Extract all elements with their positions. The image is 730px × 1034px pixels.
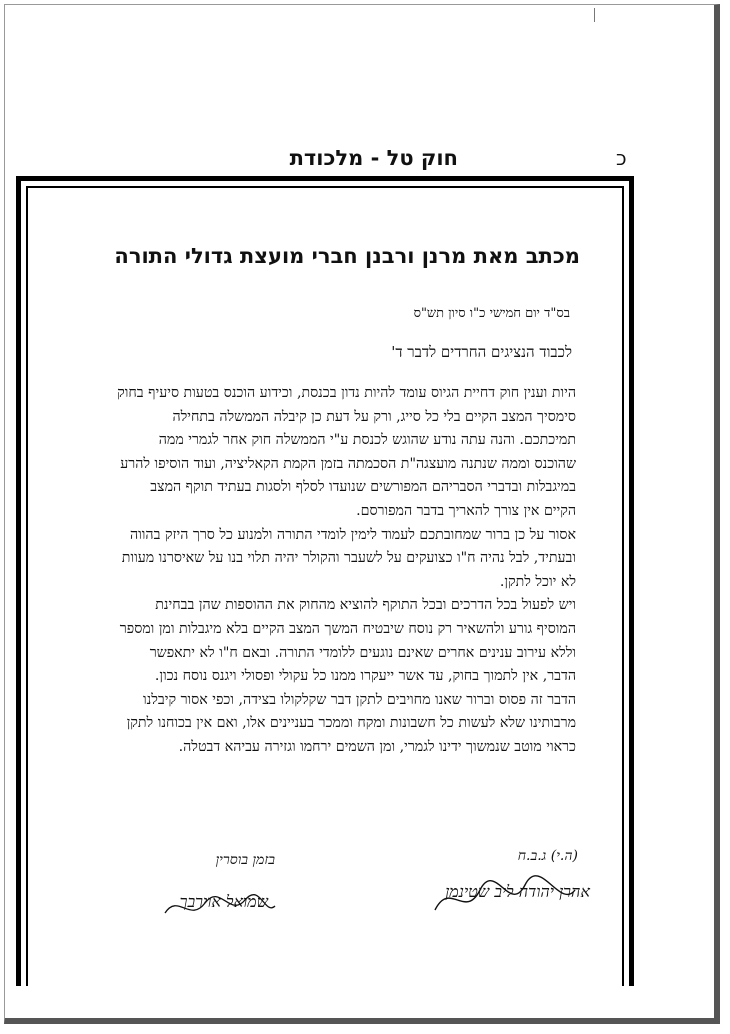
letter-body: [116, 382, 576, 760]
letter-paragraph: היות וענין חוק דחיית הגיוס עומד להיות נדון בכנסת, וכידוע הוכנס בטעות סיעיף בחוק סימסיך המצב הקיים בלי כל סייג, ורק על דעת כן קיבלה הממשלה בתחילה תמיכתכם. והנה עתה נודע שהוגש לכנסת ע"י הממשלה חוק אחר לגמרי ממה שהוכנס וממה שנתנה מועצגה"ת הסכמתה בזמן הקמת הקאליציה, ועוד הוסיפו להרע במיגבלות ובדברי הסבריהם המפורשים שנועדו לסלף ולסגות בעתיד תוקף המצב הקיים אין צורך להאריך בדבר המפורסם.: [117, 385, 576, 519]
letter-paragraph: ויש לפעול בכל הדרכים ובכל התוקף להוציא מהחוק את ההוספות שהן בבחינת המוסיף גורע ולהשאיר רק נוסח שיבטיח המשך המצב הקיים בלא מיגבלות ומן ומספר וללא עירוב ענינים אחרים שאינם נוגעים ללומדי התורה. ובאם ח"ו לא יתאפשר הדבר, אין לתמוך בחוק, עד אשר ייעקרו ממנו כל עקולי ופסולי ויגנס נוסח נכון.: [119, 597, 576, 685]
letter-paragraph: אסור על כן ברור שמחובתכם לעמוד לימין לומדי התורה ולמנוע כל סרך היזק בהווה ובעתיד, לבל נהיה ח"ו כצועקים על לשעבר והקולר יהיה תלוי בנו על שאיסרנו מעוות לא יוכל לתקן.: [121, 526, 576, 590]
signature-left-title: בזמן בוסרין: [215, 852, 275, 868]
running-head: [0, 140, 730, 180]
signature-date: (ה.י) ג.ב.ח: [517, 848, 578, 864]
letter-date: בס"ד יום חמישי כ"ו סיון תש"ס: [413, 306, 570, 321]
letter-salutation: לכבוד הנציגים החרדים לדבר ד': [391, 343, 572, 361]
signature-flourish-right: [430, 870, 580, 925]
page-number-letter: כ: [616, 146, 627, 170]
running-head-title: חוק טל - מלכודת: [289, 146, 458, 170]
letter-paragraph: הדבר זה פסוס וברור שאנו מחויבים לתקן דבר שקלקולו בצידה, וכפי אסור קיבלנו מרבותינו שלא לעשות כל חשבונות ומקח וממכר בעניינים אלו, ואם אין בכוחנו לתקן כראוי מוטב שנמשוך ידינו לגמרי, ומן השמים ירחמו וגזירה עביהא דבטלה.: [126, 691, 576, 755]
signature-flourish-left: [160, 888, 280, 928]
signature-right: אהרן יהודה ליב שטינמן: [445, 882, 590, 901]
letter-title: מכתב מאת מרנן ורבנן חברי מועצת גדולי התורה: [114, 244, 580, 268]
scan-mark: [594, 8, 595, 22]
signature-left: שמואל אוירבך: [179, 892, 268, 911]
